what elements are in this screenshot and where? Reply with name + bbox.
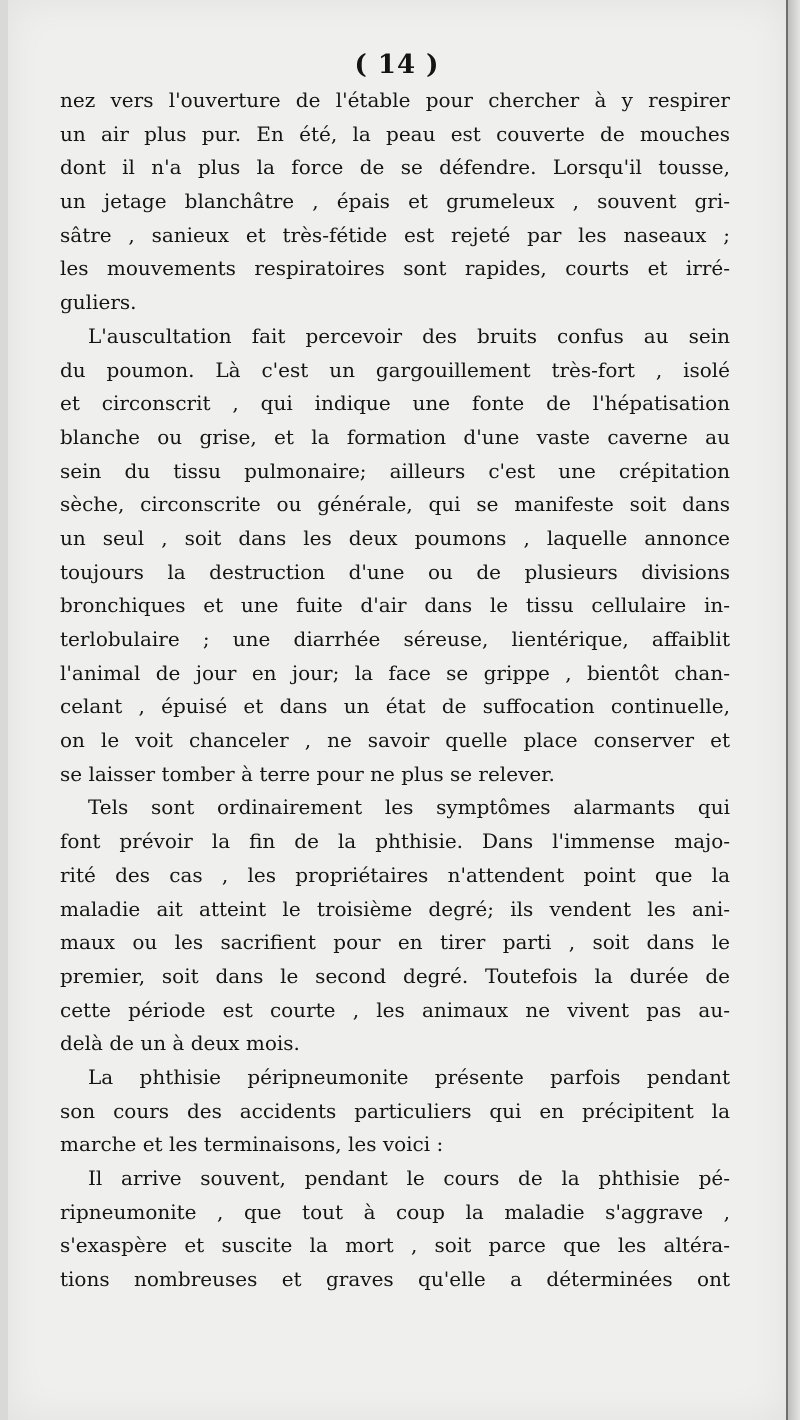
text-line: marche et les terminaisons, les voici :	[60, 1132, 444, 1157]
text-line: l'animal de jour en jour; la face se grippe , bientôt chan-	[60, 660, 730, 685]
page-number: ( 14 )	[354, 50, 440, 80]
text-line: dont il n'a plus la force de se défendre. Lorsqu'il tousse,	[60, 155, 730, 180]
book-page-edge	[786, 0, 800, 1420]
text-line: rité des cas , les propriétaires n'attendent point que la	[60, 862, 730, 887]
text-line: sèche, circonscrite ou générale, qui se manifeste soit dans	[60, 492, 730, 517]
text-line: on le voit chanceler , ne savoir quelle place conserver et	[60, 728, 730, 753]
text-line: nez vers l'ouverture de l'étable pour chercher à y respirer	[60, 88, 730, 112]
text-line: maladie ait atteint le troisième degré; ils vendent les ani-	[60, 896, 730, 921]
text-line: toujours la destruction d'une ou de plusieurs divisions	[60, 559, 730, 584]
text-line: bronchiques et une fuite d'air dans le tissu cellulaire in-	[60, 593, 730, 618]
text-line: La phthisie péripneumonite présente parfois pendant	[88, 1064, 730, 1089]
text-line: celant , épuisé et dans un état de suffocation continuelle,	[60, 694, 730, 719]
text-line: ripneumonite , que tout à coup la maladie s'aggrave ,	[60, 1199, 730, 1224]
text-line: un jetage blanchâtre , épais et grumeleux , souvent gri-	[60, 189, 730, 214]
text-line: s'exaspère et suscite la mort , soit parce que les altéra-	[60, 1233, 730, 1258]
text-line: L'auscultation fait percevoir des bruits confus au sein	[88, 323, 730, 348]
text-line: blanche ou grise, et la formation d'une vaste caverne au	[60, 424, 730, 449]
text-line: un air plus pur. En été, la peau est couverte de mouches	[60, 121, 730, 146]
text-line: terlobulaire ; une diarrhée séreuse, lientérique, affaiblit	[60, 627, 730, 651]
body-text	[60, 84, 730, 1297]
text-line: sâtre , sanieux et très-fétide est rejeté par les naseaux ;	[60, 222, 730, 247]
text-line: delà de un à deux mois.	[60, 1031, 300, 1056]
text-line: tions nombreuses et graves qu'elle a déterminées ont	[60, 1267, 730, 1292]
text-line: Tels sont ordinairement les symptômes alarmants qui	[88, 795, 730, 820]
text-line: son cours des accidents particuliers qui en précipitent la	[60, 1098, 730, 1123]
text-line: maux ou les sacrifient pour en tirer parti , soit dans le	[60, 930, 730, 955]
text-line: un seul , soit dans les deux poumons , laquelle annonce	[60, 525, 730, 550]
text-line: font prévoir la fin de la phthisie. Dans l'immense majo-	[60, 829, 730, 854]
text-line: les mouvements respiratoires sont rapides, courts et irré-	[60, 256, 730, 281]
text-line: Il arrive souvent, pendant le cours de la phthisie pé-	[88, 1166, 730, 1190]
text-line: sein du tissu pulmonaire; ailleurs c'est une crépitation	[60, 458, 730, 483]
text-line: premier, soit dans le second degré. Toutefois la durée de	[60, 963, 730, 988]
text-line: guliers.	[60, 290, 137, 315]
text-line: et circonscrit , qui indique une fonte de l'hépatisation	[60, 391, 730, 416]
text-line: du poumon. Là c'est un gargouillement très-fort , isolé	[60, 357, 730, 382]
text-line: cette période est courte , les animaux ne vivent pas au-	[60, 997, 730, 1022]
text-line: se laisser tomber à terre pour ne plus se relever.	[60, 761, 555, 786]
book-page	[8, 0, 788, 1420]
